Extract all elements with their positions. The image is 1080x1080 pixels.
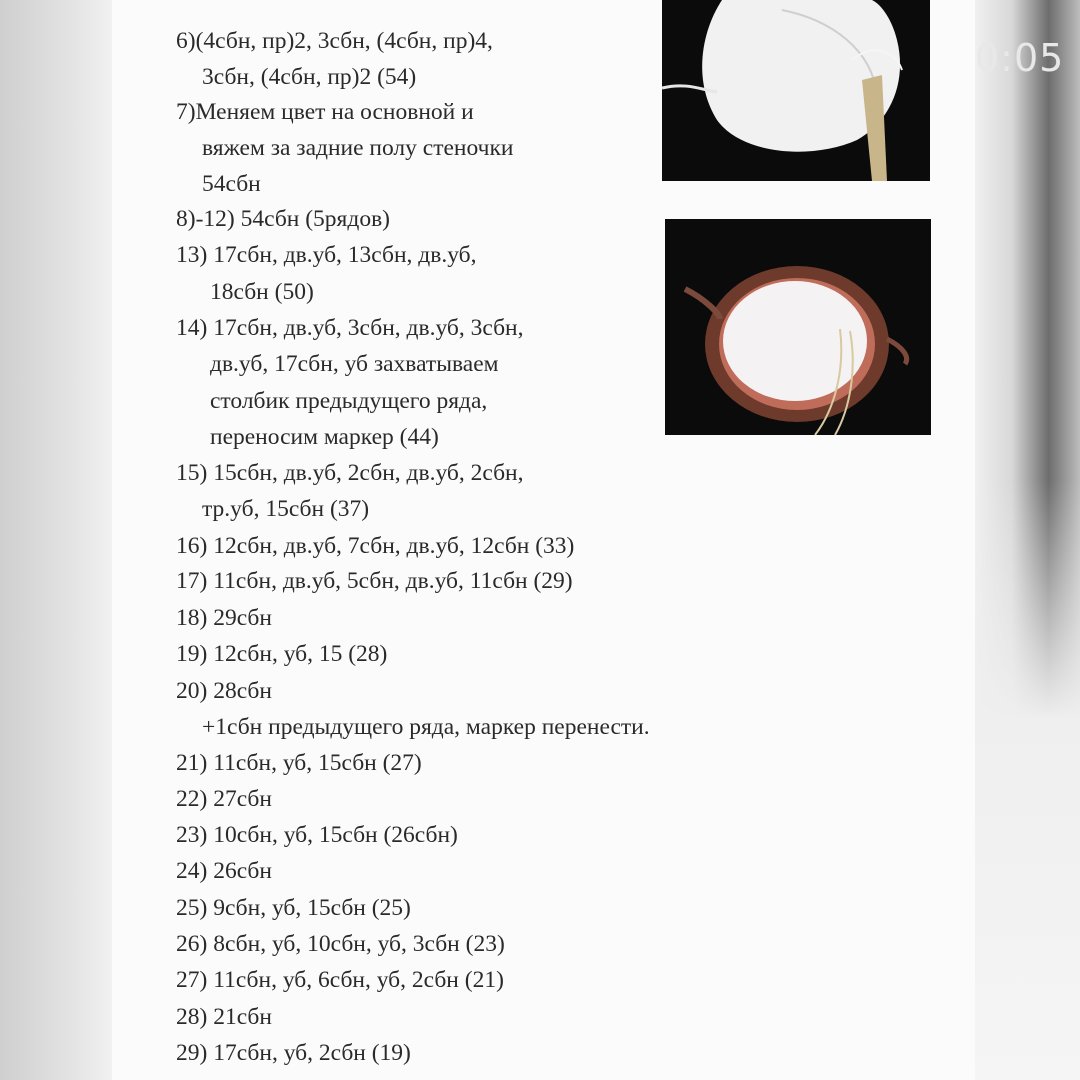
instruction-line: 18сбн (50) bbox=[210, 279, 314, 305]
instruction-line: столбик предыдущего ряда, bbox=[210, 388, 488, 414]
instruction-line: +1сбн предыдущего ряда, маркер перенести. bbox=[202, 714, 650, 740]
instruction-line: 13) 17сбн, дв.уб, 13сбн, дв.уб, bbox=[176, 242, 477, 268]
instruction-line: 26) 8сбн, уб, 10сбн, уб, 3сбн (23) bbox=[176, 931, 505, 957]
instruction-line: 25) 9сбн, уб, 15сбн (25) bbox=[176, 895, 411, 921]
instruction-line: 22) 27сбн bbox=[176, 786, 272, 812]
instruction-line: 3сбн, (4сбн, пр)2 (54) bbox=[202, 64, 417, 90]
instruction-line: 8)-12) 54сбн (5рядов) bbox=[176, 206, 390, 232]
instruction-line: 6)(4сбн, пр)2, 3сбн, (4сбн, пр)4, bbox=[176, 28, 493, 54]
instruction-line: 16) 12сбн, дв.уб, 7сбн, дв.уб, 12сбн (33) bbox=[176, 533, 575, 559]
instruction-line: 17) 11сбн, дв.уб, 5сбн, дв.уб, 11сбн (29) bbox=[176, 568, 573, 594]
instruction-line: 7)Меняем цвет на основной и bbox=[176, 99, 474, 125]
instruction-line: 28) 21сбн bbox=[176, 1004, 272, 1030]
photo-color-change-piece bbox=[665, 219, 931, 435]
instruction-line: 24) 26сбн bbox=[176, 858, 272, 884]
video-timer: 0:05 bbox=[975, 36, 1065, 80]
blurred-background-left bbox=[0, 0, 112, 1080]
instruction-line: 27) 11сбн, уб, 6сбн, уб, 2сбн (21) bbox=[176, 967, 504, 993]
photo-white-piece bbox=[662, 0, 930, 181]
instruction-line: переносим маркер (44) bbox=[210, 424, 439, 450]
instruction-line: 18) 29сбн bbox=[176, 605, 272, 631]
blurred-background-right bbox=[975, 0, 1080, 1080]
instruction-line: 23) 10сбн, уб, 15сбн (26сбн) bbox=[176, 822, 458, 848]
instruction-line: 15) 15сбн, дв.уб, 2сбн, дв.уб, 2сбн, bbox=[176, 460, 524, 486]
instruction-line: 14) 17сбн, дв.уб, 3сбн, дв.уб, 3сбн, bbox=[176, 315, 524, 341]
instruction-line: 54сбн bbox=[202, 171, 261, 197]
instruction-line: 29) 17сбн, уб, 2сбн (19) bbox=[176, 1040, 411, 1066]
instruction-line: 19) 12сбн, уб, 15 (28) bbox=[176, 641, 388, 667]
instruction-line: 20) 28сбн bbox=[176, 678, 272, 704]
instruction-line: 21) 11сбн, уб, 15сбн (27) bbox=[176, 750, 422, 776]
instruction-line: тр.уб, 15сбн (37) bbox=[202, 496, 370, 522]
instruction-line: дв.уб, 17сбн, уб захватываем bbox=[210, 351, 499, 377]
instruction-line: вяжем за задние полу стеночки bbox=[202, 135, 514, 161]
pattern-page bbox=[112, 0, 975, 1080]
